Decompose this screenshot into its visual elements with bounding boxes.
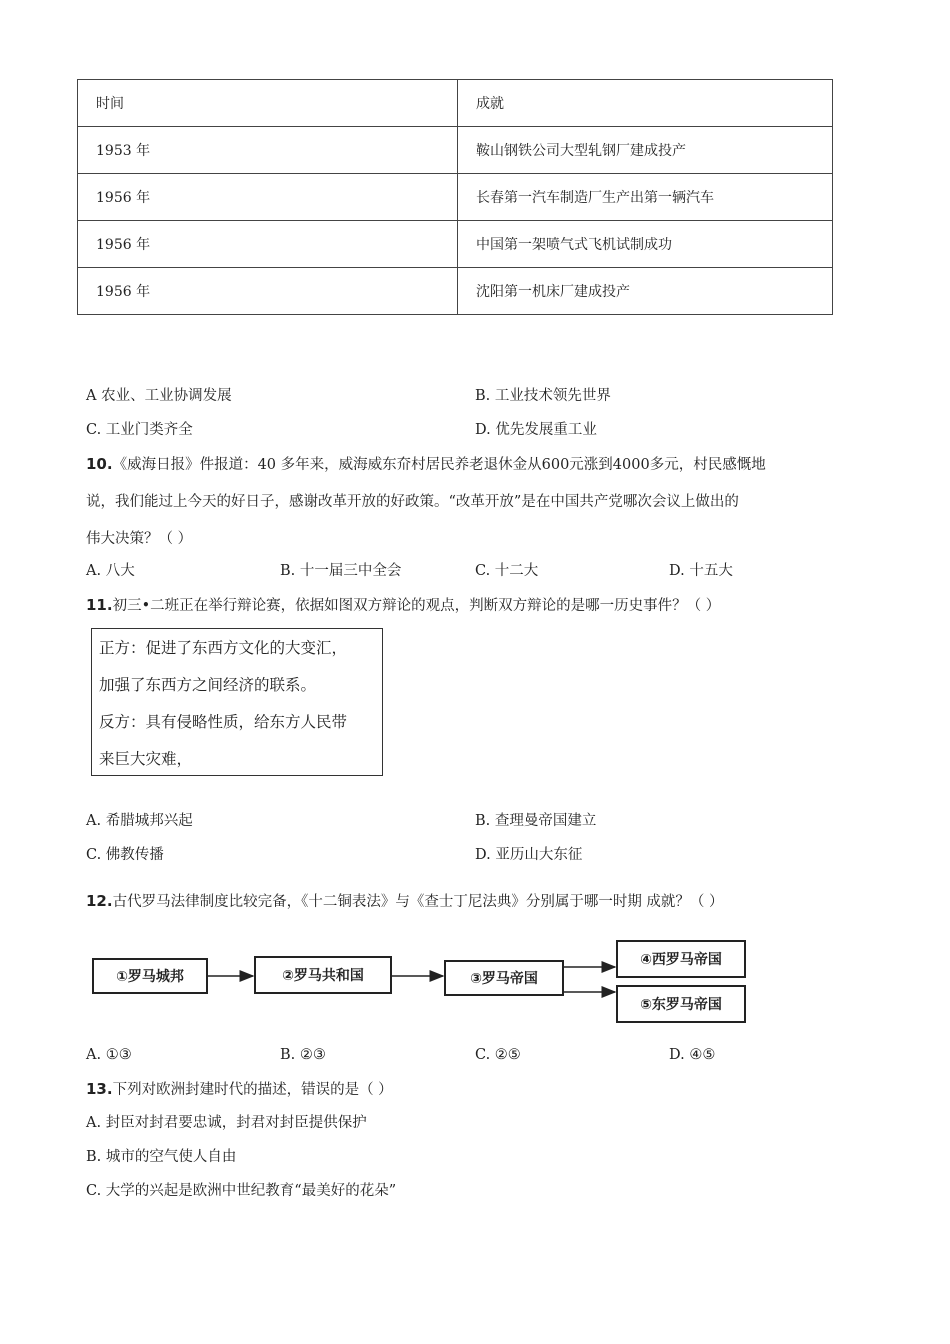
table-cell-year: 1956 年 — [78, 221, 458, 268]
q9-option-a: A 农业、工业协调发展 — [86, 388, 232, 404]
box-roman-empire: ③罗马帝国 — [444, 960, 564, 996]
q9-option-c: C. 工业门类齐全 — [86, 422, 193, 438]
q11-option-c: C. 佛教传播 — [86, 847, 164, 863]
debate-line-2: 加强了东西方之间经济的联系。 — [99, 676, 317, 694]
q11-option-b: B. 查理曼帝国建立 — [475, 813, 597, 829]
box-rome-city-state: ①罗马城邦 — [92, 958, 208, 994]
q13-stem — [86, 1078, 393, 1099]
q10-option-c: C. 十二大 — [475, 563, 539, 579]
table-header-time: 时间 — [78, 80, 458, 127]
q11-option-d: D. 亚历山大东征 — [475, 847, 583, 863]
q11-option-a: A. 希腊城邦兴起 — [86, 813, 193, 829]
table-cell-achievement: 中国第一架喷气式飞机试制成功 — [458, 221, 833, 268]
debate-line-3: 反方：具有侵略性质，给东方人民带 — [99, 713, 348, 731]
q10-stem-line3: 伟大决策？（ ） — [86, 531, 193, 547]
box-eastern-roman-empire: ⑤东罗马帝国 — [616, 985, 746, 1023]
table-cell-year: 1956 年 — [78, 268, 458, 315]
q12-number: 12. — [86, 892, 113, 910]
table-cell-achievement: 鞍山钢铁公司大型轧钢厂建成投产 — [458, 127, 833, 174]
q12-option-a: A. ①③ — [86, 1047, 132, 1063]
q10-option-b: B. 十一届三中全会 — [280, 563, 402, 579]
q13-number: 13. — [86, 1080, 113, 1098]
table-cell-achievement: 长春第一汽车制造厂生产出第一辆汽车 — [458, 174, 833, 221]
q13-option-c: C. 大学的兴起是欧洲中世纪教育“最美好的花朵” — [86, 1183, 397, 1199]
box-western-roman-empire: ④西罗马帝国 — [616, 940, 746, 978]
table-cell-year: 1953 年 — [78, 127, 458, 174]
q9-option-d: D. 优先发展重工业 — [475, 422, 597, 438]
table-cell-achievement: 沈阳第一机床厂建成投产 — [458, 268, 833, 315]
debate-line-4: 来巨大灾难， — [99, 750, 193, 768]
q12-option-c: C. ②⑤ — [475, 1047, 521, 1063]
q12-text: 古代罗马法律制度比较完备，《十二铜表法》与《查士丁尼法典》分别属于哪一时期 成就？（ ） — [112, 894, 724, 910]
q13-text: 下列对欧洲封建时代的描述，错误的是（ ） — [112, 1082, 393, 1098]
q12-option-d: D. ④⑤ — [669, 1047, 716, 1063]
table-header-achievement: 成就 — [458, 80, 833, 127]
q12-option-b: B. ②③ — [280, 1047, 326, 1063]
q9-option-b: B. 工业技术领先世界 — [475, 388, 611, 404]
debate-line-1: 正方：促进了东西方文化的大变汇， — [99, 639, 348, 657]
q10-option-a: A. 八大 — [86, 563, 135, 579]
q11-text: 初三•二班正在举行辩论赛，依据如图双方辩论的观点，判断双方辩论的是哪一历史事件？（ ） — [112, 598, 721, 614]
q11-number: 11. — [86, 596, 113, 614]
table-cell-year: 1956 年 — [78, 174, 458, 221]
q13-option-b: B. 城市的空气使人自由 — [86, 1149, 237, 1165]
q10-stem-line2: 说，我们能过上今天的好日子，感谢改革开放的好政策。“改革开放”是在中国共产党哪次会议上做出的 — [86, 494, 739, 510]
q10-number: 10. — [86, 455, 113, 473]
q10-option-d: D. 十五大 — [669, 563, 733, 579]
q13-option-a: A. 封臣对封君要忠诚，封君对封臣提供保护 — [86, 1115, 367, 1131]
q10-text-1: 《威海日报》件报道：40 多年来，威海威东夼村居民养老退休金从600元涨到4000多元，村民感慨地 — [112, 457, 766, 473]
box-roman-republic: ②罗马共和国 — [254, 956, 392, 994]
